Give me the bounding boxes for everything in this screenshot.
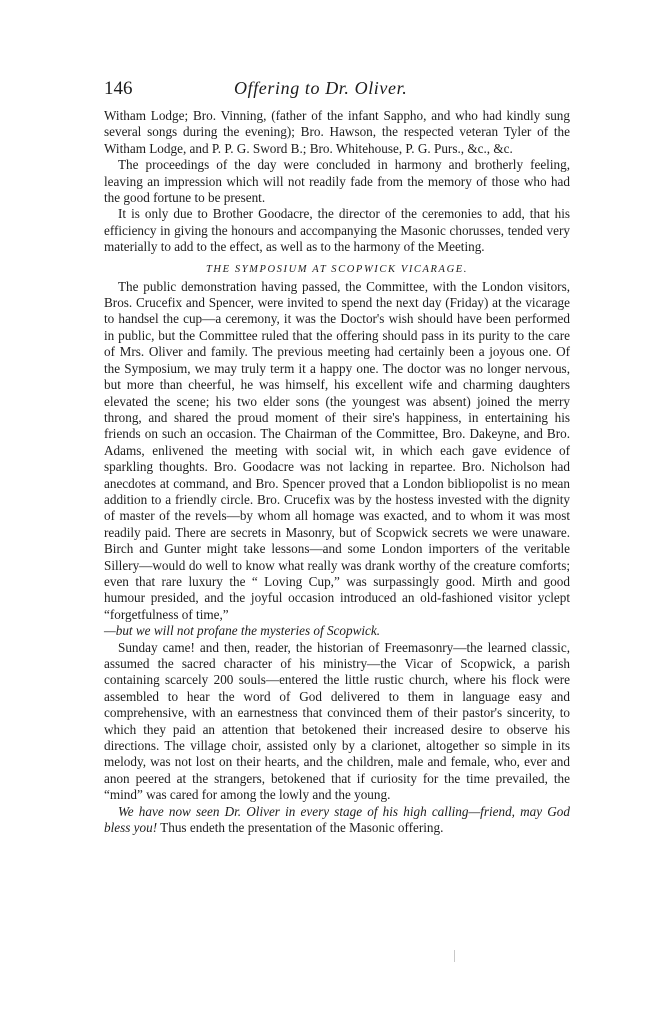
paragraph-witham-lodge-continued: Witham Lodge; Bro. Vinning, (father of the infant Sappho, and who had kindly sung several songs during the evening); Bro. Hawson, the respected veteran Tyler of the Witham Lodge, and P. P. G. Sword B.; Bro. Whitehouse, P. G. Purs., &c., &c. — [104, 108, 570, 156]
running-title: Offering to Dr. Oliver. — [234, 78, 408, 98]
page-header — [104, 78, 570, 108]
body-text — [104, 108, 570, 836]
scan-mark — [454, 950, 455, 962]
paragraph-closing — [104, 804, 570, 837]
paragraph-closing-text: Thus endeth the presentation of the Masonic offering. — [157, 820, 444, 836]
paragraph-symposium — [104, 279, 570, 640]
paragraph-closing-italic: We have now seen Dr. Oliver in every stage of his high calling—friend, may God bless you! — [104, 803, 570, 836]
paragraph-symposium-italic-ending: —but we will not profane the mysteries of Scopwick. — [104, 623, 381, 639]
paragraph-symposium-text: The public demonstration having passed, the Committee, with the London visitors, Bros. Crucefix and Spencer, were invited to spend the next day (Friday) at the vicarage to handsel the cup—a ceremony, it was the Doctor's wish should have been performed in public, but the Committee ruled that the offering should pass in its purity to the care of Mrs. Oliver and family. The previous meeting had certainly been a joyous one. Of the Symposium, we may truly term it a happy one. The doctor was no longer nervous, but more than cheerful, he was himself, his excellent wife and charming daughters elevated the scene; his two elder sons (the youngest was absent) joined the merry throng, and shared the proud moment of their sire's happiness, in entertaining his friends on such an occasion. The Chairman of the Committee, Bro. Dakeyne, and Bro. Adams, enlivened the meeting with social wit, in which each gave evidence of sparkling thoughts. Bro. Goodacre was not lacking in repartee. Bro. Nicholson had anecdotes at command, and Bro. Spencer proved that a London bibliopolist is no mean addition to a friendly circle. Bro. Crucefix was by the hostess invested with the dignity of master of the revels—by whom all homage was exacted, and to whom it was most readily paid. There are secrets in Masonry, but of Scopwick secrets we were unaware. Birch and Gunter might take lessons—and some London importers of the veritable Sillery—would do well to know what really was drank worthy of the creature comforts; even that rare luxury the “ Loving Cup,” was surpassingly good. Mirth and good humour presided, and the joyful occasion introduced an old-fashioned visitor yclept “forgetfulness of time,” — [104, 278, 570, 622]
page-number: 146 — [104, 78, 133, 99]
paragraph-brother-goodacre: It is only due to Brother Goodacre, the director of the ceremonies to add, that his efficiency in giving the honours and accompanying the Masonic chorusses, tended very materially to add to the effect, as well as to the harmony of the Meeting. — [104, 206, 570, 255]
section-heading: THE SYMPOSIUM AT SCOPWICK VICARAGE. — [205, 263, 468, 275]
book-page — [104, 78, 570, 836]
paragraph-proceedings-concluded: The proceedings of the day were concluded in harmony and brotherly feeling, leaving an impression which will not readily fade from the memory of those who had the good fortune to be present. — [104, 157, 570, 206]
paragraph-sunday: Sunday came! and then, reader, the historian of Freemasonry—the learned classic, assumed the sacred character of his ministry—the Vicar of Scopwick, a parish containing scarcely 200 souls—entered the little rustic church, where his flock were assembled to hear the word of God delivered to them in language easy and comprehensive, with an earnestness that convinced them of their pastor's sincerity, to which they paid an attention that betokened their increased desire to observe his directions. The village choir, assisted only by a clarionet, altogether so simple in its melody, was not lost on their hearts, and the children, male and female, who, ever and anon peered at the strangers, betokened that if curiosity for the time prevailed, the “mind” was cared for among the lowly and the young. — [104, 639, 570, 803]
